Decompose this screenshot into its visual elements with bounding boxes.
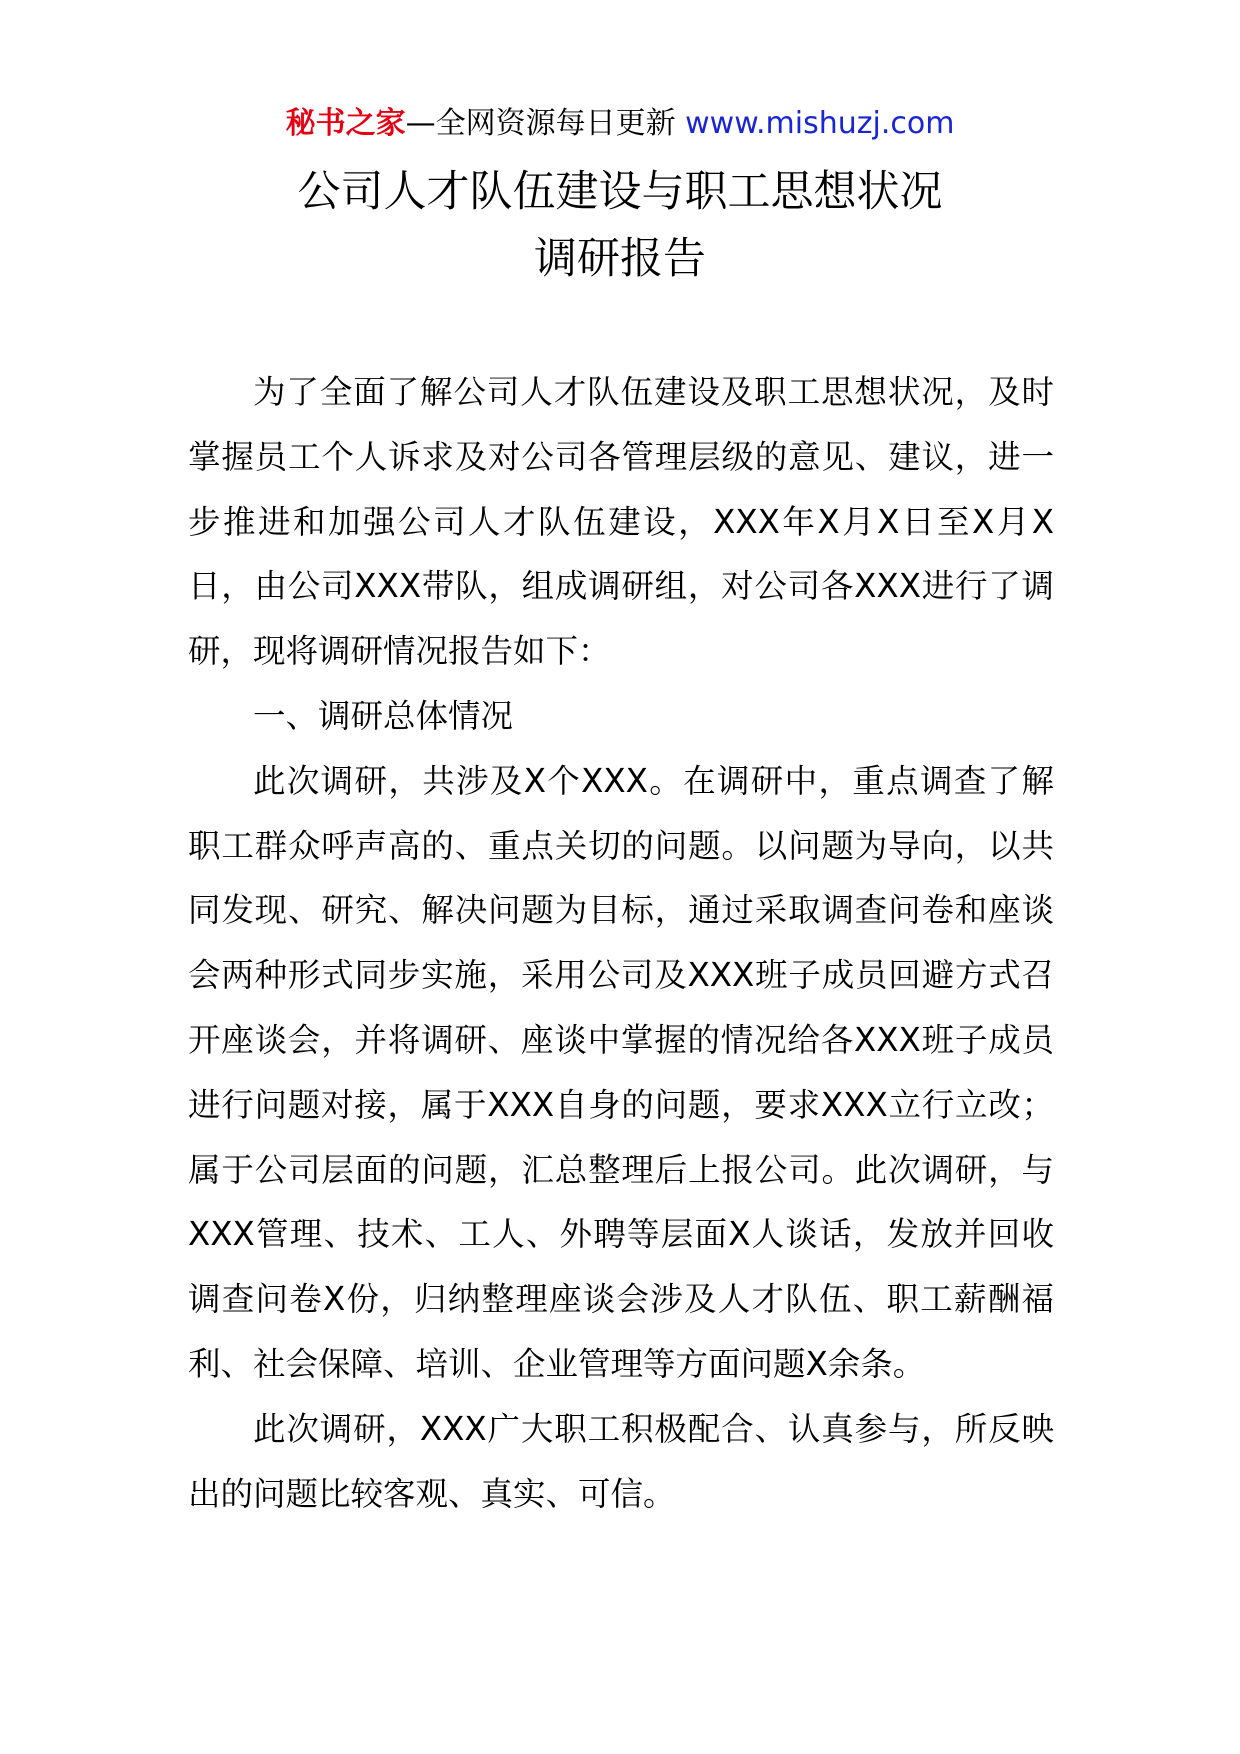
brand-name: 秘书之家	[285, 106, 406, 141]
intro-paragraph: 为了全面了解公司人才队伍建设及职工思想状况，及时掌握员工个人诉求及对公司各管理层级的意见、建议，进一步推进和加强公司人才队伍建设，XXX年X月X日至X月X日，由公司XXX带队，组成调研组，对公司各XXX进行了调研，现将调研情况报告如下：	[188, 373, 1054, 671]
closing-paragraph: 此次调研，XXX广大职工积极配合、认真参与，所反映出的问题比较客观、真实、可信。	[188, 1409, 1054, 1513]
document-title-line-1: 公司人才队伍建设与职工思想状况	[297, 167, 943, 217]
banner-tagline: —全网资源每日更新	[405, 106, 686, 141]
site-banner	[0, 104, 1240, 144]
site-url-link[interactable]: www.mishuzj.com	[685, 106, 955, 141]
document-title-line-2: 调研报告	[534, 234, 706, 284]
document-body	[188, 360, 1054, 1526]
section-heading: 一、调研总体情况	[253, 696, 514, 735]
survey-paragraph: 此次调研，共涉及X个XXX。在调研中，重点调查了解职工群众呼声高的、重点关切的问题。以问题为导向，以共同发现、研究、解决问题为目标，通过采取调查问卷和座谈会两种形式同步实施，采用公司及XXX班子成员回避方式召开座谈会，并将调研、座谈中掌握的情况给各XXX班子成员进行问题对接，属于XXX自身的问题，要求XXX立行立改；属于公司层面的问题，汇总整理后上报公司。此次调研，与XXX管理、技术、工人、外聘等层面X人谈话，发放并回收调查问卷X份，归纳整理座谈会涉及人才队伍、职工薪酬福利、社会保障、培训、企业管理等方面问题X余条。	[188, 761, 1054, 1383]
